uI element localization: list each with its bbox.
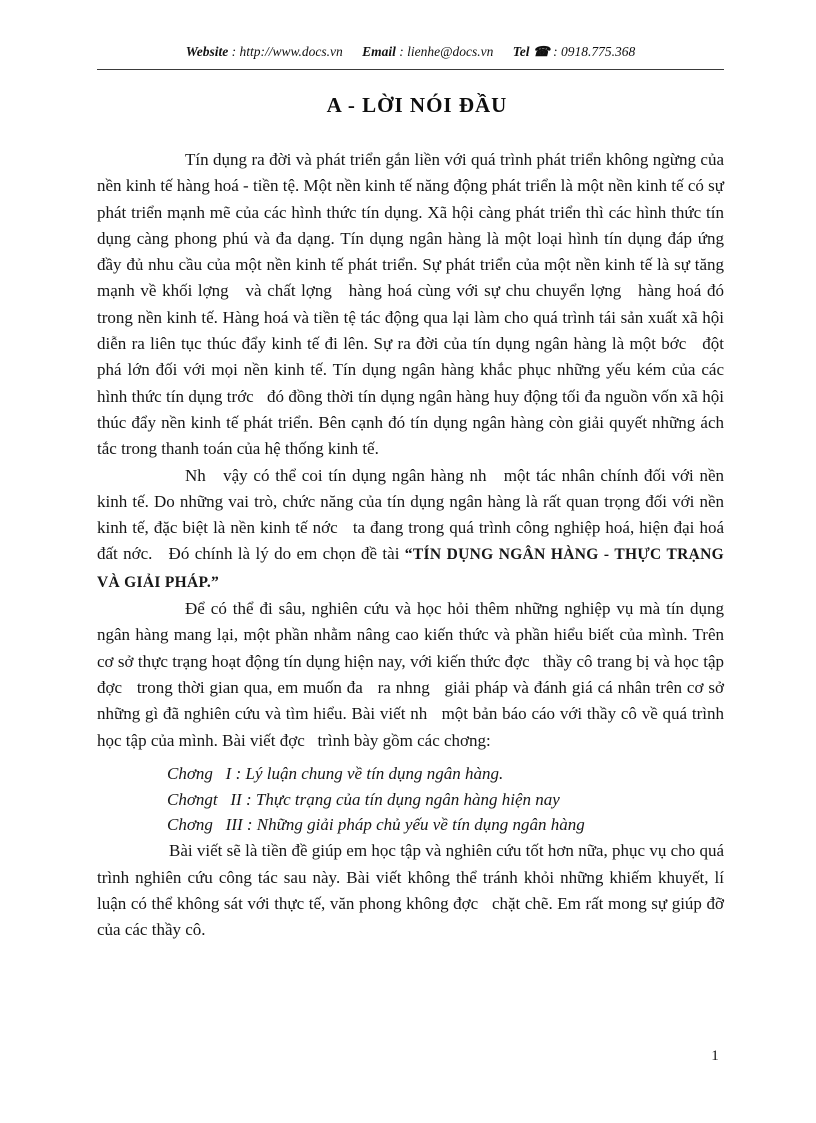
chapter-item-3: Chơng III : Những giải pháp chủ yếu về tín dụng ngân hàng <box>167 815 585 835</box>
paragraph-1: Tín dụng ra đời và phát triển gắn liền với quá trình phát triển không ngừng của nền kinh tế hàng hoá - tiền tệ. Một nền kinh tế năng động phát triển là một nền kinh tế có sự phát triển mạnh mẽ của các hình thức tín dụng. Xã hội càng phát triển thì các hình thức tín dụng càng phong phú và đa dạng. Tín dụng ngân hàng là một loại hình tín dụng đáp ứng đầy đủ nhu cầu của một nền kinh tế phát triển. Sự phát triển của một nền kinh tế là sự tăng mạnh về khối lợng và chất lợng hàng hoá cùng với sự chu chuyển lợng hàng hoá đó trong nền kinh tế. Hàng hoá và tiền tệ tác động qua lại làm cho quá trình tái sản xuất xã hội diễn ra liên tục thúc đẩy kinh tế đi lên. Sự ra đời của tín dụng ngân hàng là một bớc đột phá lớn đối với mọi nền kinh tế. Tín dụng ngân hàng khắc phục những yếu kém của các hình thức tín dụng trớc đó đồng thời tín dụng ngân hàng huy động tối đa nguồn vốn xã hội thúc đẩy nền kinh tế phát triển. Bên cạnh đó tín dụng ngân hàng còn giải quyết những ách tắc trong thanh toán của hệ thống kinh tế. <box>97 150 724 459</box>
website-group <box>186 44 343 59</box>
thesis-title: “TÍN DỤNG NGÂN HÀNG - THỰC TRẠNG VÀ GIẢI PHÁP.” <box>97 546 724 591</box>
document-title: A - LỜI NÓI ĐẦU <box>326 93 508 117</box>
website-label: Website <box>185 44 229 59</box>
website-url: : http://www.docs.vn <box>228 44 343 59</box>
email-address: : lienhe@docs.vn <box>395 44 494 59</box>
page-number: 1 <box>711 1048 719 1064</box>
paragraph-2-text: Nh vậy có thể coi tín dụng ngân hàng nh một tác nhân chính đối với nền kinh tế. Do những vai trò, chức năng của tín dụng ngân hàng là rất quan trọng đối với nền kinh tế, đặc biệt là nền kinh tế nớc ta đang trong quá trình công nghiệp hoá, hiện đại hoá đất nớc. Đó chính là lý do em chọn đề tài <box>97 465 724 564</box>
page-header <box>97 44 724 60</box>
tel-label: Tel <box>512 44 530 59</box>
tel-number: : 0918.775.368 <box>549 44 636 59</box>
email-group <box>362 44 493 59</box>
tel-group <box>513 44 635 59</box>
phone-icon: ☎ <box>532 44 550 59</box>
paragraph-4: Bài viết sẽ là tiền đề giúp em học tập và nghiên cứu tốt hơn nữa, phục vụ cho quá trình nghiên cứu công tác sau này. Bài viết không thể tránh khỏi những khiếm khuyết, lí luận có thể không sát với thực tế, văn phong không đợc chặt chẽ. Em rất mong sự giúp đỡ của các thầy cô. <box>97 841 724 940</box>
document-body <box>97 147 724 943</box>
header-divider <box>97 69 724 70</box>
email-label: Email <box>362 44 396 59</box>
chapter-item-2: Chơngt II : Thực trạng của tín dụng ngân hàng hiện nay <box>167 789 560 809</box>
paragraph-3: Để có thể đi sâu, nghiên cứu và học hỏi thêm những nghiệp vụ mà tín dụng ngân hàng mang lại, một phần nhằm nâng cao kiến thức và phần hiểu biết của mình. Trên cơ sở thực trạng hoạt động tín dụng hiện nay, với kiến thức đợc thầy cô trang bị và học tập đợc trong thời gian qua, em muốn đa ra nhng giải pháp và đánh giá cá nhân trên cơ sở những gì đã nghiên cứu và tìm hiểu. Bài viết nh một bản báo cáo với thầy cô về quá trình học tập của mình. Bài viết đợc trình bày gồm các chơng: <box>97 599 724 750</box>
chapter-list <box>97 761 724 838</box>
paragraph-2 <box>97 463 724 596</box>
chapter-item-1: Chơng I : Lý luận chung về tín dụng ngân hàng. <box>167 763 504 783</box>
